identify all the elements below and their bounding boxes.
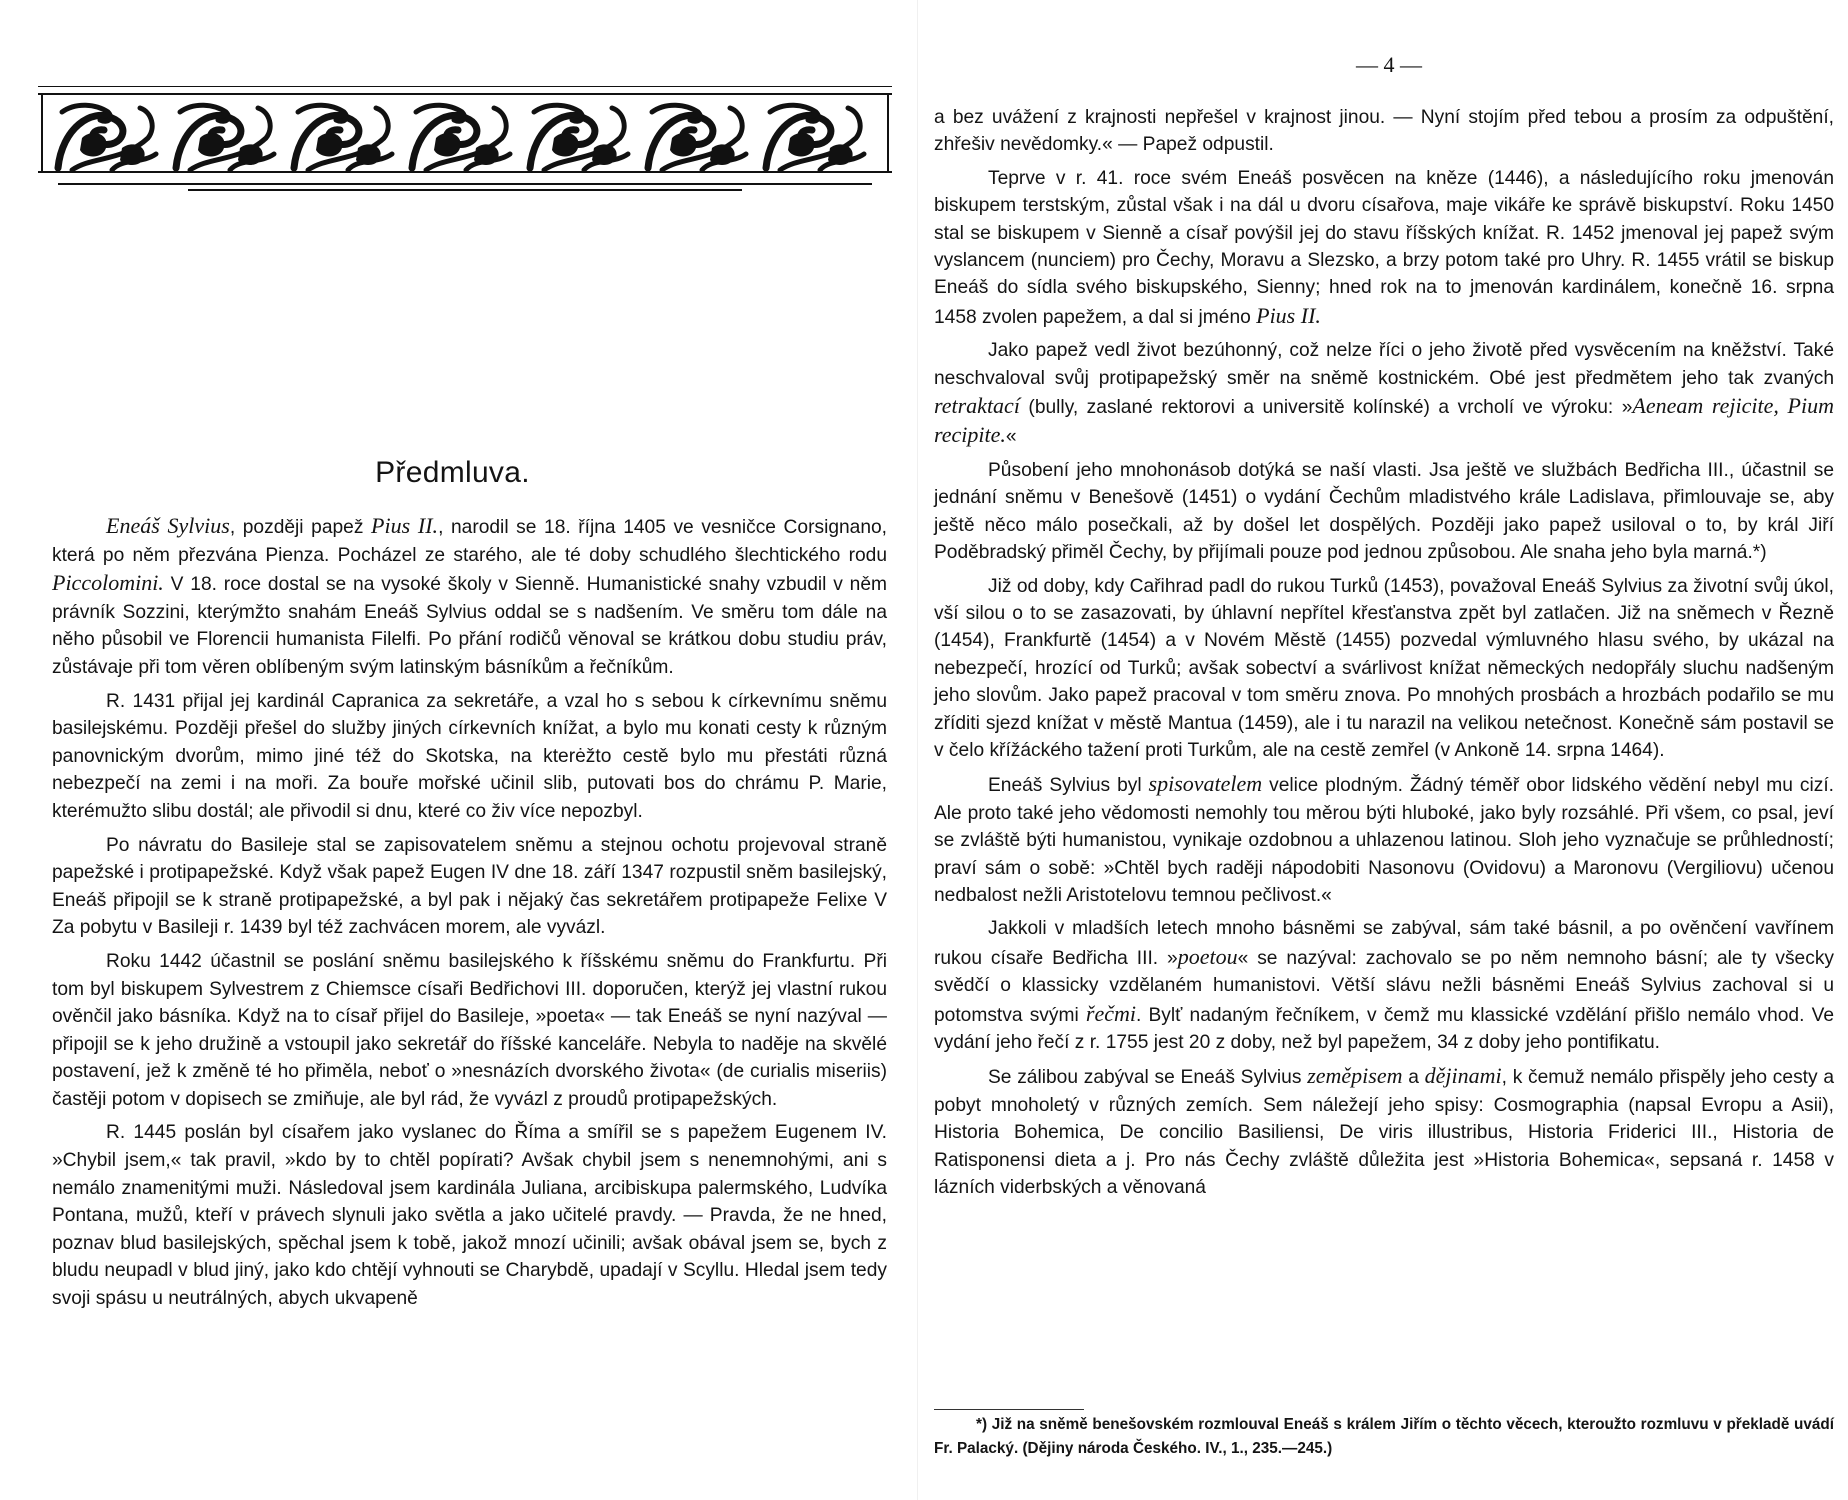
text-run: , později papež bbox=[229, 517, 372, 538]
right-page bbox=[930, 0, 1848, 1500]
paragraph bbox=[52, 512, 887, 682]
emphasized-text: řečmi bbox=[1085, 1000, 1136, 1026]
paragraph bbox=[934, 165, 1834, 331]
emphasized-text: Pius II. bbox=[371, 513, 439, 538]
text-run: . Bylť nadaným řečníkem, v čemž mu klassické vzdělání přišlo nemálo vhod. Ve vydání jeho řečí z r. 1755 jest 20 z doby, než byl papežem, 34 z doby jeho pontifikatu. bbox=[934, 1004, 1834, 1053]
text-run: Jako papež vedl život bezúhonný, což nelze říci o jeho životě před vysvěcením na kněžství. Také neschvaloval svůj protipapežský směr na sněmě kostnickém. Obé jest předmětem jeho tak zvaných bbox=[934, 340, 1834, 389]
floral-motif bbox=[648, 105, 746, 170]
text-run: Působení jeho mnohonásob dotýká se naší vlasti. Jsa ještě ve službách Bedřicha III., účastnil se jednání sněmu v Benešově (1451) o vydání Čechům mladistvého krále Ladislava, přimlouvaje se, aby ještě něco málo posečkali, až by došel let dospělých. Později jako papež usiloval o to, by král Jiří Poděbradský přiměl Čechy, by přijímali pouze pod jednou způsobou. Ale snaha jeho byla marná.*) bbox=[934, 459, 1834, 564]
text-run: R. 1445 poslán byl císařem jako vyslanec do Říma a smířil se s papežem Eugenem IV. »Chybil jsem,« tak pravil, »kdo by to chtěl popírati? Avšak chybil jsem s nenemnohými, ani s nemálo znamenitými muži. Následoval jsem kardinála Juliana, arcibiskupa palermského, Ludvíka Pontana, mužů, kteří v právech slynuli jako světla a jako učitelé pravdy. — Pravda, že ne hned, poznav blud basilejských, spěchal jsem k tobě, jakož mnozí učinili; avšak obával jsem se, bych z bludu neupadl v blud jiný, jako kdo chtějí vyhnouti se Charybdě, upadají v Scyllu. Hledal jsem tedy svoji spásu u neutrálných, abych ukvapeně bbox=[52, 1122, 887, 1310]
text-run: V 18. roce dostal se na vysoké školy v Sienně. Humanistické snahy vzbudil v něm právník Sozzini, kterýmžto snahám Eneáš Sylvius oddal se s nadšením. Ve směru tom dále na něho působil ve Florencii humanista Filelfi. Po přání rodičů věnoval se krátkou dobu studiu práv, zůstávaje při tom věren oblíbeným svým latinským básníkům a řečníkům. bbox=[52, 574, 887, 678]
floral-motif bbox=[294, 105, 392, 170]
floral-ornament-band bbox=[38, 86, 892, 216]
paragraph bbox=[934, 573, 1834, 765]
text-run: Již od doby, kdy Cařihrad padl do rukou Turků (1453), považoval Eneáš Sylvius za životní svůj úkol, vší silou o to se zasazovati, by úhlavní nepřítel křesťanstva zpět byl zatlačen. Již na sněmech v Řezně (1454), Frankfurtě (1454) a v Novém Městě (1455) pozvedal výmluvného hlasu svého, by ukázal na nebezpečí, hrozící od Turků; avšak sobectví a svárlivost knížat německých nedopřály sluchu nadšeným jeho slovům. Jako papež pracoval v tom směru znova. Po mnohých prosbách a hrozbách podařilo se mu zříditi sjezd knížat v městě Mantua (1459), ale i tu narazil na velikou netečnost. Konečně sám postavil se v čelo křížáckého tažení proti Turkům, ale na cestě zemřel (v Ankoně 14. srpna 1464). bbox=[934, 575, 1834, 761]
emphasized-text: dějinami bbox=[1424, 1063, 1502, 1089]
floral-motif bbox=[530, 105, 628, 170]
floral-motif bbox=[58, 105, 156, 170]
page-title: Předmluva. bbox=[375, 456, 530, 489]
paragraph bbox=[934, 457, 1834, 567]
text-run: a bez uvážení z krajnosti nepřešel v krajnost jinou. — Nyní stojím před tebou a prosím za odpuštění, zhřešiv nevědomky.« — Papež odpustil. bbox=[934, 107, 1834, 156]
decorative-header-ornament bbox=[38, 86, 892, 216]
text-run: velice plodným. Žádný téměř obor lidského vědění nebyl mu cizí. Ale proto také jeho vědomosti nemohly tou měrou býti hluboké, jako byly rozsáhlé. Při všem, co psal, jeví se zvláště býti humanistou, vynikaje ozdobnou a uhlazenou latinou. Sloh jeho vyznačuje se průhledností; praví sám o sobě: »Chtěl bych raději nápodobiti Nasonovu (Ovidovu) a Maronovu (Vergiliovu) učenou nedbalost nežli Aristotelovu temnou pečlivost.« bbox=[934, 775, 1834, 906]
text-run: Se zálibou zabýval se Eneáš Sylvius bbox=[988, 1067, 1308, 1089]
paragraph bbox=[934, 1062, 1834, 1201]
paragraph bbox=[934, 770, 1834, 909]
paragraph bbox=[52, 688, 887, 826]
text-run: Roku 1442 účastnil se poslání sněmu basilejského k říšskému sněmu do Frankfurtu. Při tom byl biskupem Sylvestrem z Chiemsce císaři Bedřichovi III. doporučen, kterýž jej vlastní rukou ověnčil jako básníka. Když na to císař přijel do Basileje, »poeta« — tak Eneáš se nyní nazýval — připojil se k jeho družině a vstoupil jako sekretář do říšské kanceláře. Nebyla to naděje na skvělé postavení, jež k změně té ho přiměla, neboť o »nesnázích dvorského života« (de curialis miseriis) častěji potom v dopisech se zmiňuje, ale byl rád, že vyvázl z proudů protipapežských. bbox=[52, 950, 887, 1110]
emphasized-text: Eneáš Sylvius bbox=[106, 513, 230, 538]
text-run: a bbox=[1402, 1067, 1425, 1089]
page-number: — 4 — bbox=[1356, 52, 1422, 77]
right-page-body bbox=[934, 104, 1834, 1207]
text-run: , k čemuž nemálo přispěly jeho cesty a pobyt mnoholetý v různých zemích. Sem náležejí jeho spisy: Cosmographia (napsal Evropu a Asii), Historia Bohemica, De concilio Basiliensi, De viris illustribus, Historia Friderici III., Historia de Ratisponensi dieta a j. Pro nás Čechy zvláště důležita jest »Historia Bohemica«, sepsaná r. 1458 v lázních viderbských a věnovaná bbox=[934, 1067, 1834, 1199]
paragraph bbox=[934, 915, 1834, 1056]
emphasized-text: Aeneam rejicite, Pium recipite. bbox=[934, 393, 1834, 448]
text-run: R. 1431 přijal jej kardinál Capranica za sekretáře, a vzal ho s sebou k církevnímu sněmu basilejskému. Později přešel do služby jiných církevních knížat, a bylo mu konati cesty k různým panovnickým dvorům, mimo jiné též do Skotska, na kterėžto cestě bylo mu přestáti různá nebezpečí na zemi i na moři. Za bouře mořské učinil slib, putovati bos do chrámu P. Marie, kterémužto slibu dostál; ale přivodil si dnu, které co živ více nepozbyl. bbox=[52, 690, 887, 822]
paragraph bbox=[52, 832, 887, 942]
emphasized-text: Piccolomini. bbox=[52, 570, 164, 596]
left-page bbox=[0, 0, 905, 1500]
text-run: Eneáš Sylvius byl bbox=[988, 775, 1149, 797]
left-page-body bbox=[52, 512, 887, 1319]
emphasized-text: Pius II. bbox=[1256, 302, 1321, 328]
floral-motif bbox=[766, 105, 864, 170]
text-run: Teprve v r. 41. roce svém Eneáš posvěcen na kněze (1446), a následujícího roku jmenován biskupem terstským, zůstal však i na dál u dvoru císařova, maje vikáře ke správě biskupství. Roku 1450 stal se biskupem v Sienně a císař povýšil jej do stavu říšských knížat. R. 1452 jmenoval jej papež svým vyslancem (nunciem) pro Čechy, Moravu a Slezsko, a brzy potom také pro Uhry. R. 1455 vrátil se biskup Eneáš do sídla svého biskupského, Sienny; hned rok na to jmenován kardinálem, konečně 16. srpna 1458 zvolen papežem, a dal si jméno bbox=[934, 167, 1834, 328]
text-run: « se nazýval: zachovalo se po něm nemnoho básní; ale ty všecky svědčí o klassicky vzdělaném humanistovi. Větší slávu nežli básněmi Eneáš Sylvius zachoval si u potomstva svými bbox=[934, 947, 1835, 1026]
paragraph bbox=[934, 104, 1834, 159]
text-run: (bully, zaslané rektorovi a universitě kolínské) a vrcholí ve výroku: » bbox=[1019, 397, 1633, 419]
emphasized-text: zeměpisem bbox=[1307, 1063, 1403, 1089]
paragraph bbox=[52, 948, 887, 1114]
footnote-rule bbox=[934, 1409, 1084, 1410]
footnote: *) Již na sněmě benešovském rozmlouval Eneáš s králem Jiřím o těchto věcech, kteroužto rozmluvu v překladě uvádí Fr. Palacký. (Dějiny národa Českého. IV., 1., 235.—245.) bbox=[934, 1416, 1834, 1457]
text-run: Po návratu do Basileje stal se zapisovatelem sněmu a stejnou ochotu projevoval straně papežské i protipapežské. Když však papež Eugen IV dne 18. září 1347 rozpustil sněm basilejský, Eneáš připojil se k straně protipapežské, a byl pak i nějaký čas sekretářem protipapeže Felixe V Za pobytu v Basileji r. 1439 byl též zachvácen morem, ale vyvázl. bbox=[52, 834, 887, 939]
floral-motif bbox=[176, 105, 274, 170]
page-gutter bbox=[917, 0, 918, 1500]
emphasized-text: retraktací bbox=[934, 393, 1020, 419]
text-run: , narodil se 18. října 1405 ve vesničce Corsignano, která po něm přezvána Pienza. Pocházel ze starého, ale té doby schudlého šlechtického rodu bbox=[52, 517, 888, 566]
paragraph bbox=[52, 1119, 887, 1312]
text-run: « bbox=[1005, 426, 1017, 448]
floral-motif bbox=[412, 105, 510, 170]
emphasized-text: spisovatelem bbox=[1148, 771, 1263, 797]
emphasized-text: poetou bbox=[1177, 943, 1238, 969]
paragraph bbox=[934, 337, 1834, 451]
text-run: Jakkoli v mladších letech mnoho básněmi se zabýval, sám také básnil, a po ověnčení vavřínem rukou císaře Bedřicha III. » bbox=[934, 918, 1834, 969]
